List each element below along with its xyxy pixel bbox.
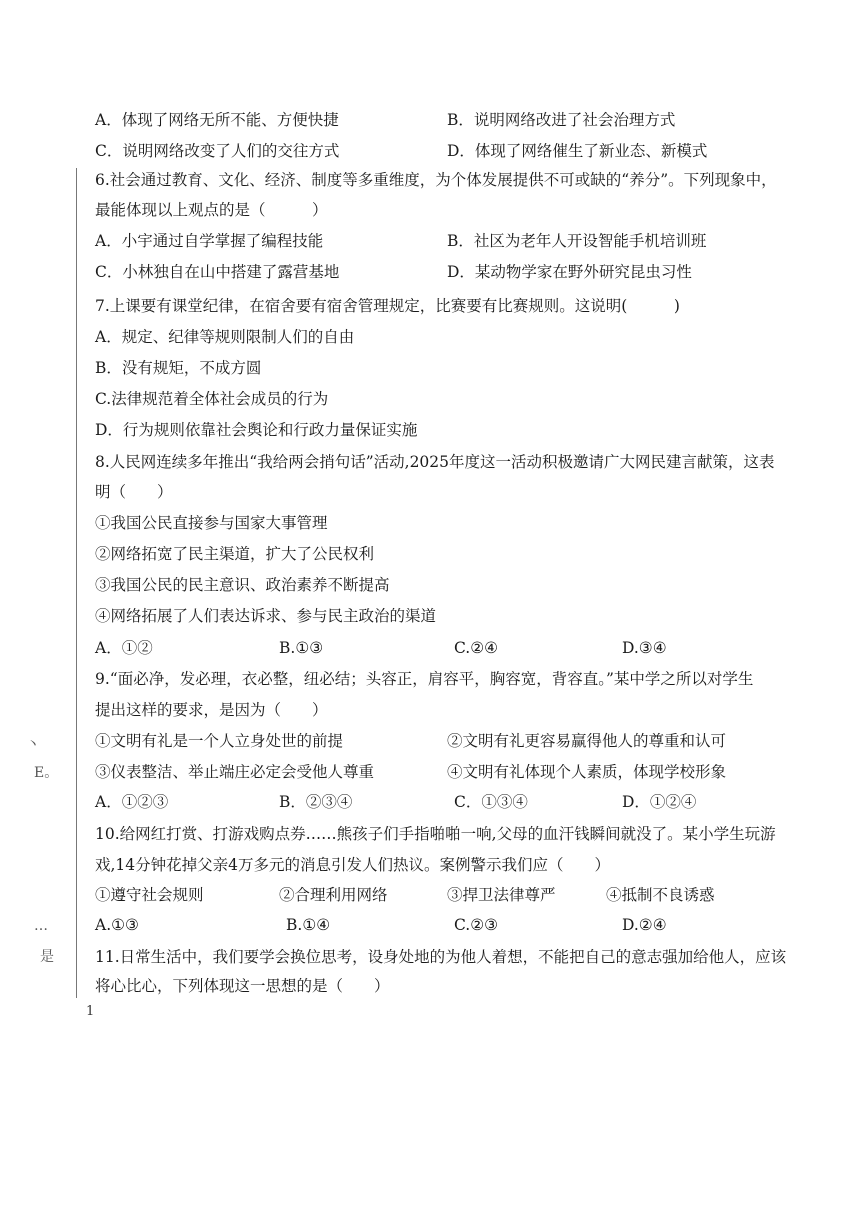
q8-statement-4: ④网络拓展了人们表达诉求、参与民主政治的渠道: [95, 607, 437, 625]
q11-stem: 11.日常生活中，我们要学会换位思考，设身处地的为他人着想，不能把自己的意志强加给他人，应该: [95, 948, 787, 966]
margin-mark: …: [34, 918, 48, 934]
q9-statement-2: ②文明有礼更容易赢得他人的尊重和认可: [447, 732, 727, 750]
q10-option-a: A.①③: [95, 916, 139, 934]
q7-option-a: A．规定、纪律等规则限制人们的自由: [95, 328, 355, 346]
binding-margin-line: [76, 168, 77, 998]
q10-statement-4: ④抵制不良诱惑: [606, 886, 715, 904]
q11-stem-cont: 将心比心，下列体现这一思想的是（ ）: [95, 977, 390, 995]
q5-option-d: D．体现了网络催生了新业态、新模式: [447, 142, 708, 160]
q6-stem-cont: 最能体现以上观点的是（ ）: [95, 201, 328, 219]
q9-statement-4: ④文明有礼体现个人素质，体现学校形象: [447, 763, 727, 781]
q7-stem: 7.上课要有课堂纪律，在宿舍要有宿舍管理规定，比赛要有比赛规则。这说明( ): [95, 297, 680, 315]
q7-option-c: C.法律规范着全体社会成员的行为: [95, 390, 329, 408]
q8-stem: 8.人民网连续多年推出“我给两会捎句话”活动,2025年度这一活动积极邀请广大网民建言献策，这表: [95, 453, 775, 471]
q9-option-c: C．①③④: [454, 793, 528, 811]
q8-option-d: D.③④: [622, 639, 667, 657]
q9-statement-3: ③仪表整洁、举止端庄必定会受他人尊重: [95, 763, 375, 781]
margin-mark: 丶: [26, 737, 40, 753]
q8-option-a: A．①②: [95, 639, 153, 657]
q9-statement-1: ①文明有礼是一个人立身处世的前提: [95, 732, 344, 750]
q10-statement-2: ②合理利用网络: [279, 886, 388, 904]
q9-option-a: A．①②③: [95, 793, 169, 811]
margin-mark: 是: [40, 949, 54, 965]
q9-stem-cont: 提出这样的要求，是因为（ ）: [95, 701, 328, 719]
q9-option-b: B．②③④: [279, 793, 353, 811]
q6-option-a: A．小宇通过自学掌握了编程技能: [95, 232, 324, 250]
q6-option-b: B．社区为老年人开设智能手机培训班: [447, 232, 707, 250]
q7-option-b: B．没有规矩，不成方圆: [95, 359, 262, 377]
q8-option-c: C.②④: [454, 639, 499, 657]
q9-stem: 9.“面必净，发必理，衣必整，纽必结；头容正，肩容平，胸容宽，背容直。”某中学之所以对学生: [95, 670, 754, 688]
q8-statement-3: ③我国公民的民主意识、政治素养不断提高: [95, 576, 390, 594]
q10-option-d: D.②④: [622, 916, 667, 934]
q5-option-b: B．说明网络改进了社会治理方式: [447, 111, 676, 129]
q6-stem: 6.社会通过教育、文化、经济、制度等多重维度，为个体发展提供不可或缺的“养分”。下列现象中，: [95, 171, 777, 189]
q10-stem-cont: 戏,14分钟花掉父亲4万多元的消息引发人们热议。案例警示我们应（ ）: [95, 856, 611, 874]
q8-option-b: B.①③: [279, 639, 324, 657]
q6-option-c: C．小林独自在山中搭建了露营基地: [95, 263, 340, 281]
q10-statement-3: ③捍卫法律尊严: [447, 886, 556, 904]
q7-option-d: D．行为规则依靠社会舆论和行政力量保证实施: [95, 421, 418, 439]
q8-stem-cont: 明（ ）: [95, 483, 173, 501]
q6-option-d: D．某动物学家在野外研究昆虫习性: [447, 263, 692, 281]
q10-stem: 10.给网红打赏、打游戏购点券……熊孩子们手指啪啪一响,父母的血汗钱瞬间就没了。某小学生玩游: [95, 825, 776, 843]
margin-mark: E。: [34, 765, 59, 781]
q10-statement-1: ①遵守社会规则: [95, 886, 204, 904]
q9-option-d: D．①②④: [622, 793, 697, 811]
q5-option-a: A．体现了网络无所不能、方便快捷: [95, 111, 339, 129]
q8-statement-1: ①我国公民直接参与国家大事管理: [95, 514, 328, 532]
page-number: 1: [86, 1004, 95, 1019]
q10-option-c: C.②③: [454, 916, 499, 934]
q10-option-b: B.①④: [286, 916, 331, 934]
q8-statement-2: ②网络拓宽了民主渠道，扩大了公民权利: [95, 545, 375, 563]
q5-option-c: C．说明网络改变了人们的交往方式: [95, 142, 340, 160]
